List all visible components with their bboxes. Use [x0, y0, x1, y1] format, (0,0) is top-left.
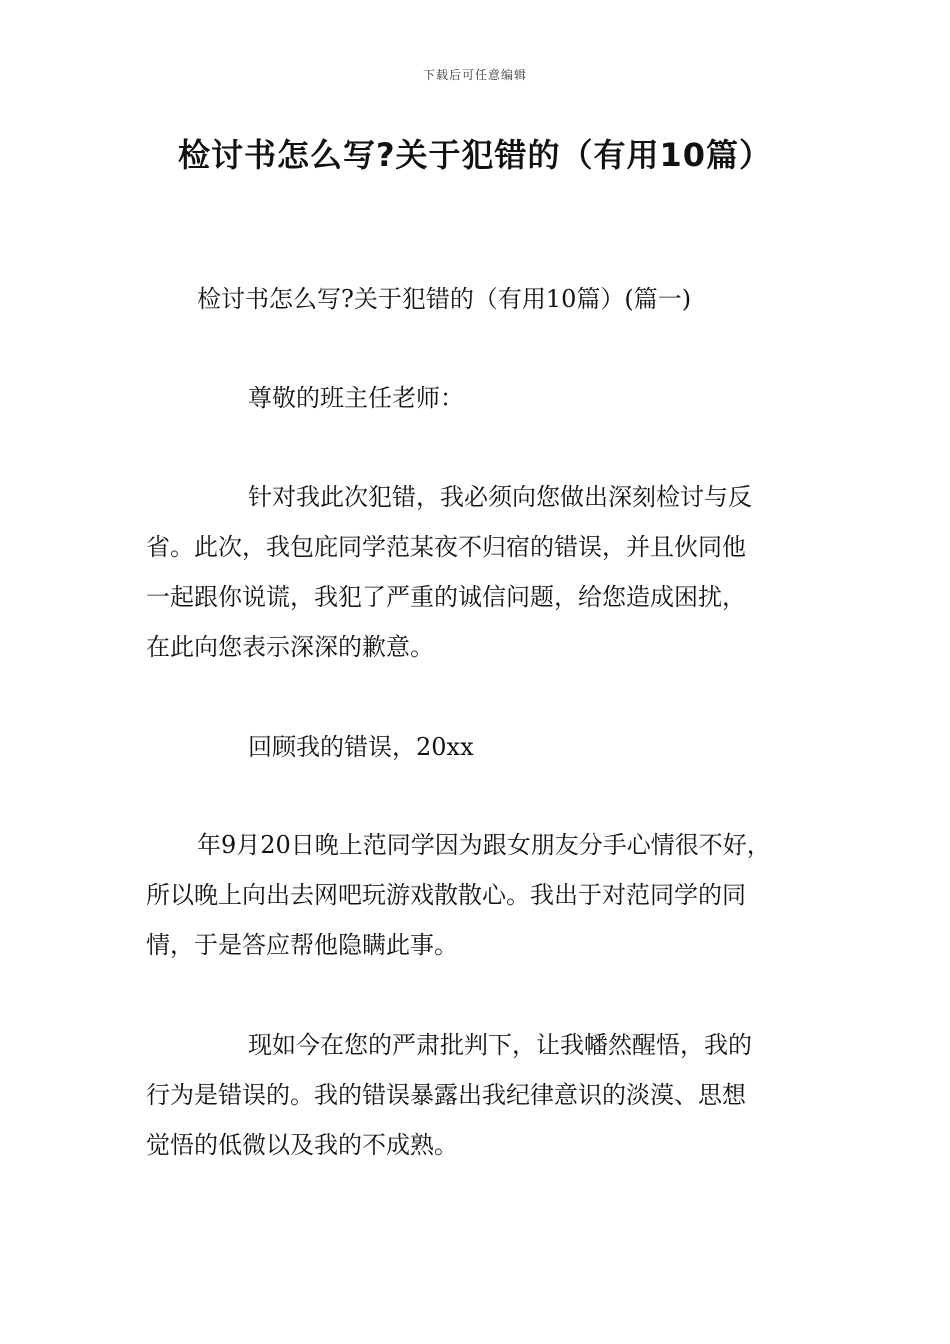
paragraph-line: 针对我此次犯错，我必须向您做出深刻检讨与反: [248, 483, 752, 511]
document-title: 检讨书怎么写?关于犯错的（有用10篇）: [177, 136, 773, 174]
paragraph-line: 所以晚上向出去网吧玩游戏散散心。我出于对范同学的同: [146, 881, 746, 909]
salutation: 尊敬的班主任老师：: [248, 384, 464, 412]
paragraph-2: 回顾我的错误，20xx: [248, 733, 474, 761]
paragraph-line: 在此向您表示深深的歉意。: [146, 633, 434, 661]
paragraph-line: 行为是错误的。我的错误暴露出我纪律意识的淡漠、思想: [146, 1081, 746, 1109]
paragraph-line: 现如今在您的严肃批判下，让我幡然醒悟，我的: [248, 1031, 752, 1059]
paragraph-line: 省。此次，我包庇同学范某夜不归宿的错误，并且伙同他: [146, 533, 746, 561]
section-heading: 检讨书怎么写?关于犯错的（有用10篇）(篇一): [197, 285, 692, 313]
header-note: 下载后可任意编辑: [422, 68, 527, 82]
paragraph-line: 一起跟你说谎，我犯了严重的诚信问题，给您造成困扰，: [146, 583, 746, 611]
paragraph-line: 年9月20日晚上范同学因为跟女朋友分手心情很不好，: [197, 831, 771, 859]
paragraph-line: 情，于是答应帮他隐瞒此事。: [146, 931, 458, 959]
paragraph-line: 觉悟的低微以及我的不成熟。: [146, 1131, 458, 1159]
